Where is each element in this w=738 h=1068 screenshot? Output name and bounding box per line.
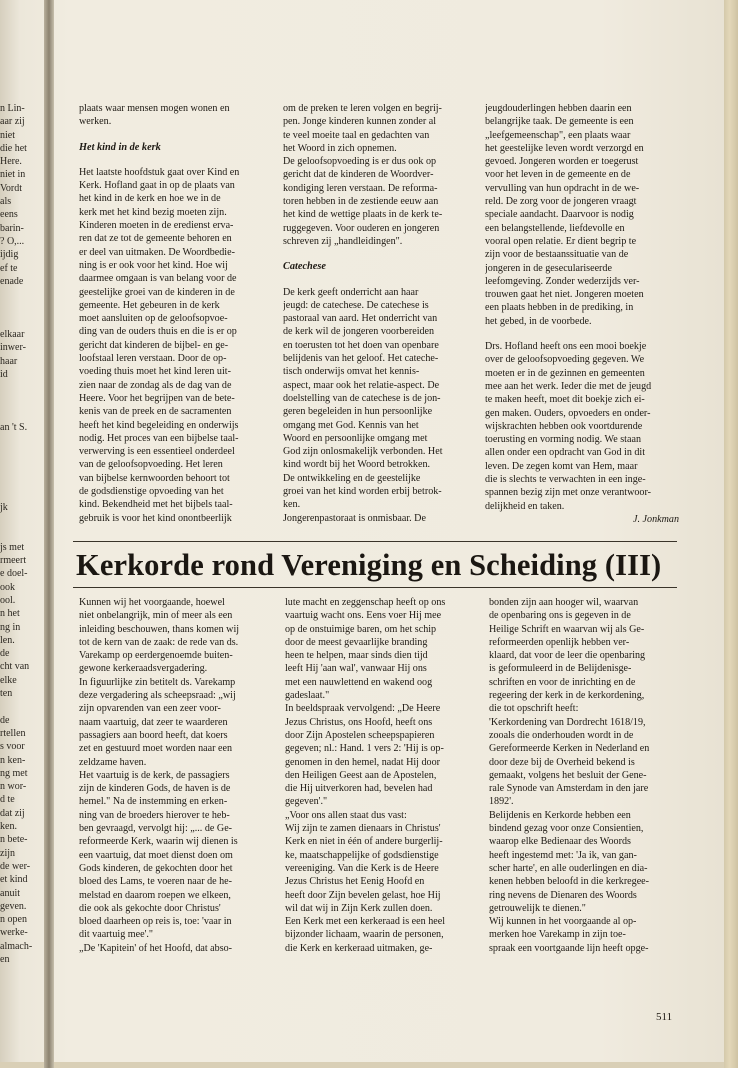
fragment-line — [0, 395, 42, 408]
section-heading-kind-in-kerk: Het kind in de kerk — [79, 141, 161, 153]
body-paragraph: Drs. Hofland heeft ons een mooi boekje over de geloofsopvoeding gegeven. We moeten er in de gezinnen en gemeenten mee aan het werk. Ieder die met de jeugd te maken heeft, moet dit boekje zich ei- gen maken. Ouders, opvoeders en onder- wijskrachten hebben ook voortdurende toerusting en vorming nodig. We staan allen onder een opdracht van God in dit leven. De zegen komt van Hem, maar die is slechts te verwachten in een inge- spannen bezig zijn met onze verantwoor- delijkheid en taken. — [485, 341, 652, 512]
body-paragraph: lute macht en zeggenschap heeft op ons vaartuig wacht ons. Eens voer Hij mee op de onstuimige baren, om het schip door de meest gevaarlijke branding heen te helpen, maar sinds dien tijd leeft Hij 'aan wal', vanwaar Hij ons met een nauwlettend en wakend oog gadeslaat." In beeldspraak vervolgend: „De Heere Jezus Christus, ons Hoofd, heeft ons door Zijn Apostelen scheepspapieren gegeven; nl.: Hand. 1 vers 2: 'Hij is op- genomen in den hemel, nadat Hij door den Heiligen Geest aan de Apostelen, die Hij uitverkoren had, bevelen had gegeven'." „Voor ons allen staat dus vast: Wij zijn te zamen dienaars in Christus' Kerk en niet in één of andere burgerlij- ke, maatschappelijke of godsdienstige vereeniging. Van die Kerk is de Heere Jezus Christus het Eenig Hoofd en heeft door Zijn bevelen gelast, hoe Hij wil dat wij in Zijn Kerk zullen doen. Een Kerk met een kerkeraad is een heel bijzonder lichaam, waarin de personen, die Kerk en kerkeraad uitmaken, ge- — [285, 597, 446, 954]
fragment-line: len. — [0, 634, 15, 646]
fragment-line: als — [0, 196, 12, 208]
fragment-line — [0, 461, 42, 474]
fragment-line: jk — [0, 501, 8, 513]
fragment-line: rtellen — [0, 727, 26, 739]
fragment-line — [0, 700, 42, 713]
fragment-line: de — [0, 648, 10, 660]
fragment-line: eens — [0, 209, 18, 221]
body-paragraph: jeugdouderlingen hebben daarin een belangrijke taak. De gemeente is een „leefgemeenschap", een plaats waar het geestelijke leven wordt verzorgd en gevoed. Jongeren worden er toegerust voor het leven in de gemeente en de vervulling van hun opdracht in de we- reld. De zorg voor de jongeren vraagt speciale aandacht. Daarvoor is nodig een belangstellende, liefdevolle en vooral open relatie. Er dient begrip te zijn voor de bestaanssituatie van de jongeren in de geseculariseerde leefomgeving. Zonder wederzijds ver- trouwen gaat het niet. Jongeren moeten een plaats hebben in de prediking, in het gebed, in de voorbede. — [485, 103, 644, 327]
fragment-line — [0, 301, 42, 314]
fragment-line — [0, 315, 42, 328]
fragment-line: n wor- — [0, 781, 27, 793]
fragment-line: id — [0, 368, 8, 380]
fragment-line: en — [0, 954, 10, 965]
fragment-line — [0, 528, 42, 541]
fragment-line: dat zij — [0, 807, 25, 819]
fragment-line: n open — [0, 914, 27, 926]
fragment-line: ook — [0, 581, 15, 593]
fragment-line: niet — [0, 129, 15, 141]
book-spine — [44, 0, 54, 1068]
previous-page-fragment — [0, 102, 42, 966]
bottom-column-3 — [489, 596, 681, 1006]
bottom-column-1 — [79, 596, 279, 1006]
fragment-line: et kind — [0, 874, 28, 886]
fragment-line: inwer- — [0, 342, 26, 354]
fragment-line: zijn — [0, 847, 15, 859]
fragment-line: ng met — [0, 767, 28, 779]
fragment-line — [0, 408, 42, 421]
fragment-line — [0, 474, 42, 487]
section-divider-bottom — [73, 587, 677, 588]
fragment-line: de — [0, 714, 10, 726]
fragment-line: ? O,... — [0, 235, 25, 247]
fragment-line: ng in — [0, 621, 21, 633]
fragment-line: an 't S. — [0, 422, 28, 434]
fragment-line: n ken- — [0, 754, 26, 766]
fragment-line: niet in — [0, 169, 26, 181]
fragment-line: js met — [0, 541, 25, 553]
fragment-line: barin- — [0, 222, 24, 234]
fragment-line — [0, 434, 42, 447]
top-column-3 — [485, 102, 679, 537]
fragment-line: ijdig — [0, 249, 19, 261]
fragment-line — [0, 448, 42, 461]
top-column-1 — [79, 102, 275, 537]
bottom-column-2 — [285, 596, 485, 1006]
fragment-line: rmeert — [0, 555, 27, 567]
fragment-line: e doel- — [0, 568, 28, 580]
article-headline: Kerkorde rond Vereniging en Scheiding (III) — [76, 548, 662, 582]
fragment-line: Here. — [0, 156, 22, 168]
fragment-line: Vordt — [0, 182, 23, 194]
fragment-line — [0, 514, 42, 527]
fragment-line: anuit — [0, 887, 20, 899]
fragment-line: ten — [0, 688, 13, 700]
fragment-line: d te — [0, 794, 15, 806]
section-heading-catechese: Catechese — [283, 261, 326, 273]
fragment-line: werke- — [0, 927, 28, 939]
body-paragraph: Kunnen wij het voorgaande, hoewel niet onbelangrijk, min of meer als een inleiding beschouwen, thans komen wij tot de kern van de zaak: de rede van ds. Varekamp op eerdergenoemde buiten- gewone kerkeraadsvergadering. In figuurlijke zin betitelt ds. Varekamp deze vergadering als scheepsraad: „wij zijn opvarenden van een zeer voor- naam vaartuig, dat zeer te waarderen passagiers aan boord heeft, dat koers zet en gestuurd moet worden naar een zeldzame haven. Het vaartuig is de kerk, de passagiers zijn de kinderen Gods, de haven is de hemel." Na de instemming en erken- ning van de broeders hierover te heb- ben gevraagd, vervolgt hij: „... de Ge- reformeerde Kerk, waarin wij dienen is een vaartuig, dat moet dienst doen om Gods kinderen, de gekochten door het bloed des Lams, te voeren naar de he- melstad en daarom roepen we elkeen, die ook als gekochte door Christus' bloed daarheen op reis is, toe: 'vaar in dit vaartuig mee'." „De 'Kapitein' of het Hoofd, dat abso- — [79, 597, 240, 954]
page-number: 511 — [656, 1011, 673, 1023]
fragment-line: geven. — [0, 900, 27, 912]
fragment-line: s voor — [0, 741, 25, 753]
fragment-line: die het — [0, 142, 27, 154]
fragment-line: almach- — [0, 940, 33, 952]
body-paragraph: om de preken te leren volgen en begrij- pen. Jonge kinderen kunnen zonder al te veel moeite taal en gedachten van het Woord in zich opnemen. De geloofsopvoeding is er dus ook op gericht dat de kinderen de Woordver- kondiging leren verstaan. De reforma- toren hebben in de zestiende eeuw aan het kind de wettige plaats in de kerk te- ruggegeven. Voor ouderen en jongeren schreven zij „handleidingen". — [283, 103, 443, 247]
fragment-line: n Lin- — [0, 103, 25, 114]
top-column-2 — [283, 102, 479, 537]
intro-paragraph: plaats waar mensen mogen wonen en werken. — [79, 103, 230, 128]
fragment-line: ool. — [0, 594, 16, 606]
fragment-line: n het — [0, 608, 20, 620]
fragment-line: cht van — [0, 661, 30, 673]
fragment-line: de wer- — [0, 860, 31, 872]
body-paragraph: De kerk geeft onderricht aan haar jeugd: de catechese. De catechese is pastoraal van aard. Het onderricht van de kerk wil de jongeren voorbereiden en toerusten tot het doen van openbare belijdenis van het geloof. Het cateche- tisch onderwijs omvat het kennis- aspect, maar ook het relatie-aspect. De doelstelling van de catechese is de jon- geren begeleiden in hun persoonlijke omgang met God. Kennis van het Woord en persoonlijke omgang met God zijn onlosmakelijk verbonden. Het kind wordt bij het Woord betrokken. De ontwikkeling en de geestelijke groei van het kind worden erbij betrok- ken. Jongerenpastoraat is onmisbaar. De — [283, 286, 443, 524]
body-paragraph: Het laatste hoofdstuk gaat over Kind en Kerk. Hofland gaat in op de plaats van het kind in de kerk en hoe we in de kerk met het kind bezig moeten zijn. Kinderen moeten in de eredienst erva- ren dat ze tot de gemeente behoren en er deel van uitmaken. De Woordbedie- ning is er ook voor het kind. Hoe wij daarmee omgaan is van belang voor de geestelijke groei van de kinderen in de gemeente. Het gebeuren in de kerk moet aansluiten op de geloofsopvoe- ding van de ouders thuis en die is er op gericht dat kinderen de bijbel- en ge- loofstaal leren verstaan. Door de op- voeding thuis moet het kind leren uit- zien naar de zondag als de dag van de Heere. Voor het begrijpen van de bete- kenis van de preek en de sacramenten heeft het kind begeleiding en onderwijs nodig. Het proces van een bijbelse taal- verwerving is een essentieel onderdeel van de geloofsopvoeding. Het leren van bijbelse kernwoorden behoort tot de godsdienstige opvoeding van het kind. Bekendheid met het bijbels taal- gebruik is voor het kind onontbeerlijk — [79, 166, 240, 524]
page-edges — [724, 0, 738, 1068]
author-signature: J. Jonkman — [633, 513, 679, 525]
fragment-line: elke — [0, 674, 17, 686]
fragment-line: n bete- — [0, 834, 28, 846]
fragment-line: ef te — [0, 262, 18, 274]
fragment-line: haar — [0, 355, 18, 367]
section-divider-top — [73, 541, 677, 542]
fragment-line: elkaar — [0, 329, 25, 341]
body-paragraph: bonden zijn aan hooger wil, waarvan de openbaring ons is gegeven in de Heilige Schrift en waarvan wij als Ge- reformeerden openlijk hebben ver- klaard, dat voor de leer die openbaring is geformuleerd in de Belijdenisge- schriften en voor de inrichting en de regeering der kerk in de kerkordening, die tot opschrift heeft: 'Kerkordening van Dordrecht 1618/19, zooals die onderhouden wordt in de Gereformeerde Kerken in Nederland en door deze bij de Overheid bekend is gemaakt, volgens het besluit der Gene- rale Synode van Amsterdam in den jare 1892'. Belijdenis en Kerkorde hebben een bindend gezag voor onze Consientien, waarop elke Bedienaar des Woords heeft ingestemd met: 'Ja ik, van gan- scher harte', en alle ouderlingen en dia- kenen hebben beloofd in die kerkregee- ring nevens de Dienaren des Woords getrouwelijk te dienen." Wij kunnen in het voorgaande al op- merken hoe Varekamp in zijn toe- spraak een voortgaande lijn heeft opge- — [489, 597, 650, 954]
fragment-line — [0, 288, 42, 301]
fragment-line — [0, 488, 42, 501]
fragment-line: aar zij — [0, 116, 25, 128]
fragment-line: ken. — [0, 821, 17, 833]
fragment-line: enade — [0, 275, 24, 287]
fragment-line — [0, 381, 42, 394]
